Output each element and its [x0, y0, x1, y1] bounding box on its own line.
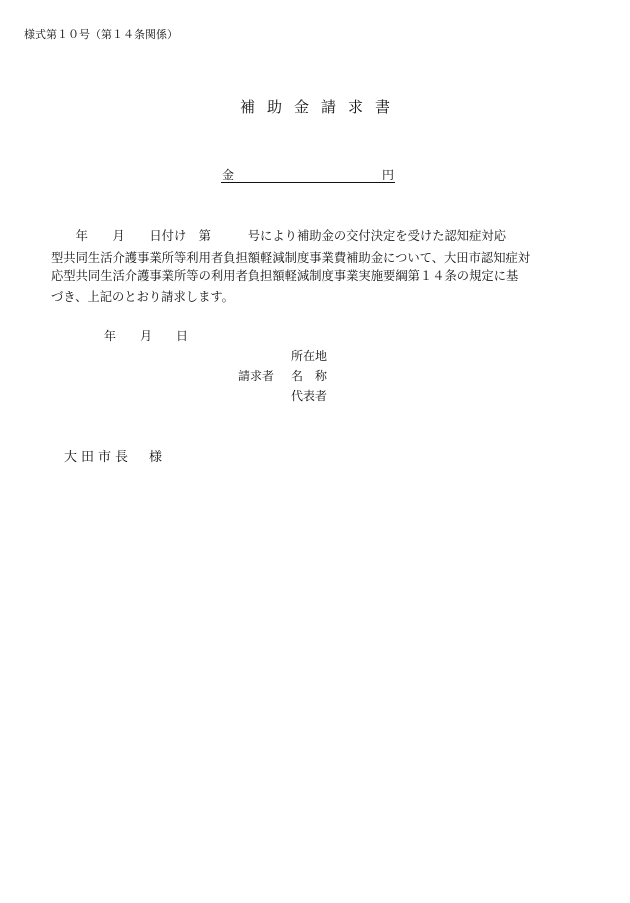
request-date: 年 月 日	[104, 329, 189, 343]
address-label: 所在地	[291, 349, 328, 363]
body-text-line-3: 応型共同生活介護事業所等の利用者負担額軽減制度事業実施要綱第１４条の規定に基	[51, 269, 519, 283]
body-text-line-4: づき、上記のとおり請求します。	[51, 290, 234, 304]
amount-suffix: 円	[381, 168, 394, 182]
addressee: 大田市長 様	[64, 450, 167, 465]
amount-line	[221, 166, 395, 183]
amount-prefix: 金	[222, 168, 235, 182]
body-text-line-2: 型共同生活介護事業所等利用者負担額軽減制度事業費補助金について、大田市認知症対	[51, 251, 531, 265]
body-text-line-1: 年 月 日付け 第 号により補助金の交付決定を受けた認知症対応	[51, 229, 506, 243]
representative-label: 代表者	[291, 389, 328, 403]
document-title: 補助金請求書	[239, 98, 402, 116]
form-number: 様式第１０号（第１４条関係）	[24, 28, 178, 41]
requester-label: 請求者	[238, 369, 275, 383]
name-label: 名 称	[291, 369, 328, 383]
